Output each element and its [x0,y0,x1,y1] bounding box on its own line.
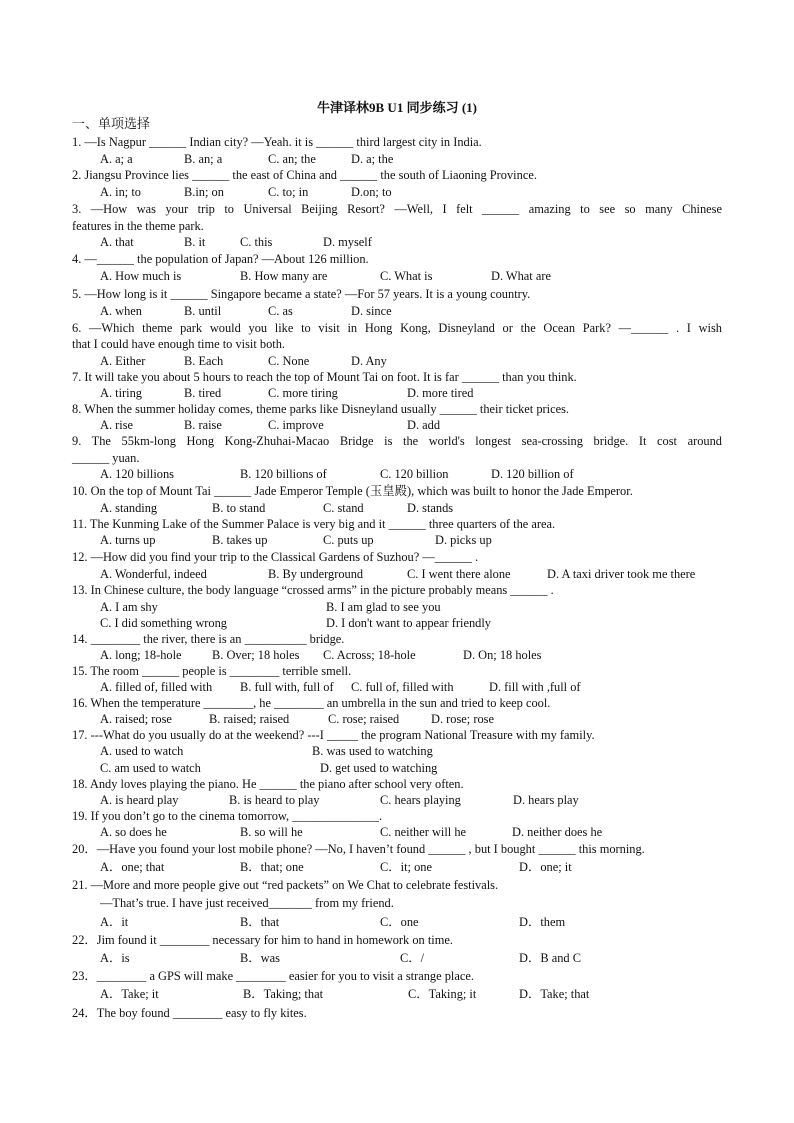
q14-option-a: A. long; 18-hole [100,648,182,662]
q19-option-b: B. so will he [240,825,303,839]
q18-option-a: A. is heard play [100,793,179,807]
q18-option-d: D. hears play [513,793,579,807]
q11-option-d: D. picks up [435,533,492,547]
q17-option-a: A. used to watch [100,744,184,758]
question-17-stem: 17. ---What do you usually do at the weekend? ---I _____ the program National Treasure with my family. [72,728,595,742]
question-1-stem: 1. —Is Nagpur ______ Indian city? —Yeah. it is ______ third largest city in India. [72,135,482,149]
question-3-stem-cont: features in the theme park. [72,219,204,233]
q15-option-d: D. fill with ,full of [489,680,581,694]
question-21-stem: 21. —More and more people give out “red packets” on We Chat to celebrate festivals. [72,878,499,892]
q2-option-b: B.in; on [184,185,224,199]
q19-option-d: D. neither does he [512,825,603,839]
q8-option-b: B. raise [184,418,222,432]
question-18-stem: 18. Andy loves playing the piano. He ______ the piano after school very often. [72,777,464,791]
question-24-stem: 24．The boy found ________ easy to fly kites. [72,1006,307,1020]
q11-option-c: C. puts up [323,533,374,547]
question-12-stem: 12. —How did you find your trip to the Classical Gardens of Suzhou? —______ . [72,550,479,564]
q18-option-c: C. hears playing [380,793,461,807]
q7-option-b: B. tired [184,386,222,400]
q8-option-c: C. improve [268,418,324,432]
q14-option-d: D. On; 18 holes [463,648,542,662]
q6-option-b: B. Each [184,354,224,368]
q17-option-c: C. am used to watch [100,761,201,775]
q14-option-b: B. Over; 18 holes [212,648,300,662]
question-19-stem: 19. If you don’t go to the cinema tomorrow, ______________. [72,809,383,823]
q5-option-b: B. until [184,304,222,318]
q17-option-b: B. was used to watching [312,744,433,758]
q20-option-a: A．one; that [100,860,165,874]
question-20-stem: 20．—Have you found your lost mobile phone? —No, I haven’t found ______ , but I bought ______ this morning. [72,842,645,856]
q1-option-a: A. a; a [100,152,133,166]
q23-option-b: B．Taking; that [243,987,324,1001]
q9-option-a: A. 120 billions [100,467,175,481]
q22-option-c: C．/ [400,951,425,965]
page-title: 牛津译林9B U1 同步练习 (1) [317,100,477,115]
q12-option-b: B. By underground [268,567,364,581]
q11-option-a: A. turns up [100,533,156,547]
q2-option-d: D.on; to [351,185,392,199]
question-4-stem: 4. —______ the population of Japan? —About 126 million. [72,252,369,266]
q11-option-b: B. takes up [212,533,268,547]
question-21-stem-cont: —That’s true. I have just received_______ from my friend. [100,896,394,910]
question-9-stem-cont: ______ yuan. [72,451,140,465]
q15-option-c: C. full of, filled with [351,680,454,694]
q18-option-b: B. is heard to play [229,793,320,807]
q13-option-d: D. I don't want to appear friendly [326,616,491,630]
q3-option-a: A. that [100,235,134,249]
q20-option-b: B．that; one [240,860,304,874]
q1-option-d: D. a; the [351,152,394,166]
q16-option-b: B. raised; raised [209,712,290,726]
q15-option-b: B. full with, full of [240,680,334,694]
q4-option-a: A. How much is [100,269,182,283]
q9-option-c: C. 120 billion [380,467,449,481]
q7-option-a: A. tiring [100,386,142,400]
q12-option-c: C. I went there alone [407,567,511,581]
q1-option-c: C. an; the [268,152,316,166]
q4-option-d: D. What are [491,269,551,283]
q22-option-d: D．B and C [519,951,581,965]
q7-option-c: C. more tiring [268,386,338,400]
q2-option-a: A. in; to [100,185,141,199]
question-6-stem: 6. —Which theme park would you like to visit in Hong Kong, Disneyland or the Ocean Park? —______ . I wish [72,321,722,335]
q1-option-b: B. an; a [184,152,223,166]
q21-option-c: C．one [380,915,419,929]
question-6-stem-cont: that I could have enough time to visit both. [72,337,286,351]
q17-option-d: D. get used to watching [320,761,438,775]
q9-option-d: D. 120 billion of [491,467,574,481]
q9-option-b: B. 120 billions of [240,467,327,481]
q6-option-d: D. Any [351,354,387,368]
q15-option-a: A. filled of, filled with [100,680,213,694]
q8-option-d: D. add [407,418,441,432]
question-3-stem: 3. —How was your trip to Universal Beijing Resort? —Well, I felt ______ amazing to see so many Chinese [72,202,722,216]
q23-option-c: C．Taking; it [408,987,477,1001]
q7-option-d: D. more tired [407,386,474,400]
q6-option-c: C. None [268,354,310,368]
q10-option-c: C. stand [323,501,364,515]
question-23-stem: 23．________ a GPS will make ________ easier for you to visit a strange place. [72,969,474,983]
q16-option-d: D. rose; rose [431,712,494,726]
question-2-stem: 2. Jiangsu Province lies ______ the east of China and ______ the south of Liaoning Province. [72,168,537,182]
question-9-stem: 9. The 55km-long Hong Kong-Zhuhai-Macao Bridge is the world's longest sea-crossing bridge. It cost around [72,434,722,448]
question-7-stem: 7. It will take you about 5 hours to reach the top of Mount Tai on foot. It is far ______ than you think. [72,370,577,384]
q22-option-b: B．was [240,951,280,965]
q20-option-d: D．one; it [519,860,572,874]
q6-option-a: A. Either [100,354,146,368]
question-10-stem: 10. On the top of Mount Tai ______ Jade Emperor Temple (玉皇殿), which was built to honor the Jade Emperor. [72,484,633,498]
q20-option-c: C．it; one [380,860,432,874]
q16-option-c: C. rose; raised [328,712,400,726]
q23-option-a: A．Take; it [100,987,159,1001]
q3-option-d: D. myself [323,235,372,249]
question-14-stem: 14. ________ the river, there is an __________ bridge. [72,632,345,646]
q10-option-b: B. to stand [212,501,266,515]
q21-option-b: B．that [240,915,280,929]
question-5-stem: 5. —How long is it ______ Singapore became a state? —For 57 years. It is a young country. [72,287,531,301]
q23-option-d: D．Take; that [519,987,590,1001]
q8-option-a: A. rise [100,418,134,432]
q21-option-a: A．it [100,915,129,929]
q19-option-c: C. neither will he [380,825,467,839]
q14-option-c: C. Across; 18-hole [323,648,416,662]
q3-option-c: C. this [240,235,273,249]
q3-option-b: B. it [184,235,206,249]
q13-option-a: A. I am shy [100,600,158,614]
q13-option-b: B. I am glad to see you [326,600,441,614]
question-15-stem: 15. The room ______ people is ________ terrible smell. [72,664,352,678]
question-22-stem: 22．Jim found it ________ necessary for him to hand in homework on time. [72,933,453,947]
question-8-stem: 8. When the summer holiday comes, theme parks like Disneyland usually ______ their ticket prices. [72,402,569,416]
q5-option-d: D. since [351,304,392,318]
q10-option-d: D. stands [407,501,454,515]
q21-option-d: D．them [519,915,566,929]
q19-option-a: A. so does he [100,825,167,839]
q5-option-c: C. as [268,304,293,318]
question-16-stem: 16. When the temperature ________, he ________ an umbrella in the sun and tried to keep cool. [72,696,551,710]
q12-option-d: D. A taxi driver took me there [547,567,696,581]
q16-option-a: A. raised; rose [100,712,172,726]
question-13-stem: 13. In Chinese culture, the body language “crossed arms” in the picture probably means ______ . [72,583,554,597]
q4-option-b: B. How many are [240,269,328,283]
q12-option-a: A. Wonderful, indeed [100,567,207,581]
q5-option-a: A. when [100,304,142,318]
question-11-stem: 11. The Kunming Lake of the Summer Palace is very big and it ______ three quarters of the area. [72,517,556,531]
q13-option-c: C. I did something wrong [100,616,227,630]
q2-option-c: C. to; in [268,185,309,199]
q22-option-a: A．is [100,951,130,965]
section-heading: 一、单项选择 [72,116,151,131]
q4-option-c: C. What is [380,269,433,283]
q10-option-a: A. standing [100,501,158,515]
